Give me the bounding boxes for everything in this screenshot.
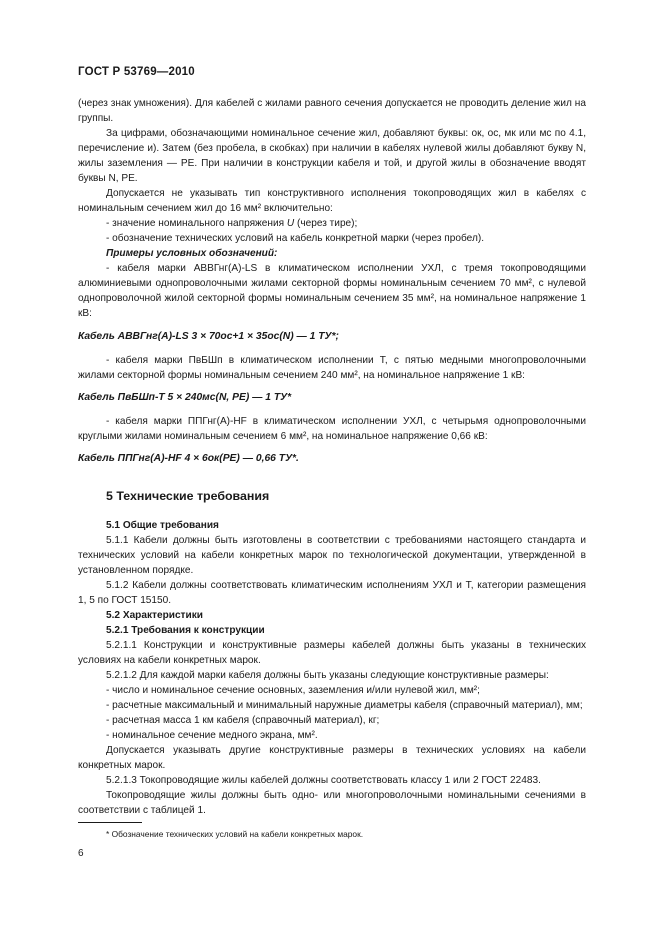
subsection-heading: 5.2 Характеристики <box>106 610 203 621</box>
clause: 5.2.1.1 Конструкции и конструктивные размеры кабелей должны быть указаны в технических условиях на кабели конкретных марок. <box>78 640 586 666</box>
clause: 5.2.1.3 Токопроводящие жилы кабелей должны соответствовать классу 1 или 2 ГОСТ 22483. <box>106 775 541 786</box>
clause: 5.1.1 Кабели должны быть изготовлены в соответствии с требованиями настоящего стандарта и технических условий на кабели конкретных марок по технологической документации, утвержденной в установленном порядке. <box>78 535 586 576</box>
paragraph: Токопроводящие жилы должны быть одно- или многопроволочными номинальными сечениями в соответствии с таблицей 1. <box>78 790 586 816</box>
paragraph: За цифрами, обозначающими номинальное сечение жил, добавляют буквы: ок, ос, мк или мс по 4.1, перечисление и). Затем (без пробела, в скобках) при наличии в кабелях нулевой жилы добавляют букву N, жилы заземления — PE. При наличии в конструкции кабеля и той, и другой жилы в обозначение вводят буквы N, PE. <box>78 128 586 184</box>
clause: 5.2.1.2 Для каждой марки кабеля должны быть указаны следующие конструктивные размеры: <box>106 670 549 681</box>
list-item: - обозначение технических условий на кабель конкретной марки (через пробел). <box>106 233 484 244</box>
list-item: - расчетная масса 1 км кабеля (справочный материал), кг; <box>106 715 380 726</box>
formula: Кабель ППГнг(А)-HF 4 × 6ок(PE) — 0,66 ТУ*. <box>78 453 299 464</box>
subsection-heading: 5.1 Общие требования <box>106 520 219 531</box>
paragraph: Допускается не указывать тип конструктивного исполнения токопроводящих жил в кабелях с номинальным сечением жил до 16 мм² включительно: <box>78 188 586 214</box>
clause: 5.1.2 Кабели должны соответствовать климатическим исполнениям УХЛ и Т, категории размещения 1, 5 по ГОСТ 15150. <box>78 580 586 606</box>
list-item: - номинальное сечение медного экрана, мм². <box>106 730 318 741</box>
footnote: * Обозначение технических условий на кабели конкретных марок. <box>106 829 364 839</box>
voltage-symbol: U <box>286 218 295 229</box>
list-item-text: - значение номинального напряжения <box>106 218 287 229</box>
page-number: 6 <box>78 848 84 859</box>
paragraph: (через знак умножения). Для кабелей с жилами равного сечения допускается не проводить деление жил на группы. <box>78 98 586 124</box>
subsection-heading: 5.2.1 Требования к конструкции <box>106 625 265 636</box>
formula: Кабель АВВГнг(А)-LS 3 × 70ос+1 × 35ос(N) — 1 ТУ*; <box>78 331 339 342</box>
page-body <box>78 96 586 818</box>
list-item: - число и номинальное сечение основных, заземления и/или нулевой жил, мм²; <box>106 685 480 696</box>
section-heading: 5 Технические требования <box>106 489 270 503</box>
list-item: - расчетные максимальный и минимальный наружные диаметры кабеля (справочный материал), мм; <box>106 700 583 711</box>
paragraph: Допускается указывать другие конструктивные размеры в технических условиях на кабели конкретных марок. <box>78 745 586 771</box>
list-item <box>78 216 586 231</box>
example-item: - кабеля марки АВВГнг(А)-LS в климатическом исполнении УХЛ, с тремя токопроводящими алюминиевыми однопроволочными жилами секторной формы номинальным сечением 70 мм², с нулевой однопроволочной жилой секторной формы номинальным сечением 35 мм², на номинальное напряжение 1 кВ: <box>78 263 586 319</box>
formula: Кабель ПвБШп-Т 5 × 240мс(N, PE) — 1 ТУ* <box>78 392 292 403</box>
examples-heading: Примеры условных обозначений: <box>106 248 278 259</box>
example-item: - кабеля марки ПвБШп в климатическом исполнении Т, с пятью медными многопроволочными жилами секторной формы номинальным сечением 240 мм², на номинальное напряжение 1 кВ: <box>78 355 586 381</box>
page-header: ГОСТ Р 53769—2010 <box>78 66 195 78</box>
list-item-text: (через тире); <box>294 218 358 229</box>
example-item: - кабеля марки ППГнг(А)-HF в климатическом исполнении УХЛ, с четырьмя однопроволочными круглыми жилами номинальным сечением 6 мм², на номинальное напряжение 0,66 кВ: <box>78 416 586 442</box>
footnote-divider <box>78 822 142 823</box>
